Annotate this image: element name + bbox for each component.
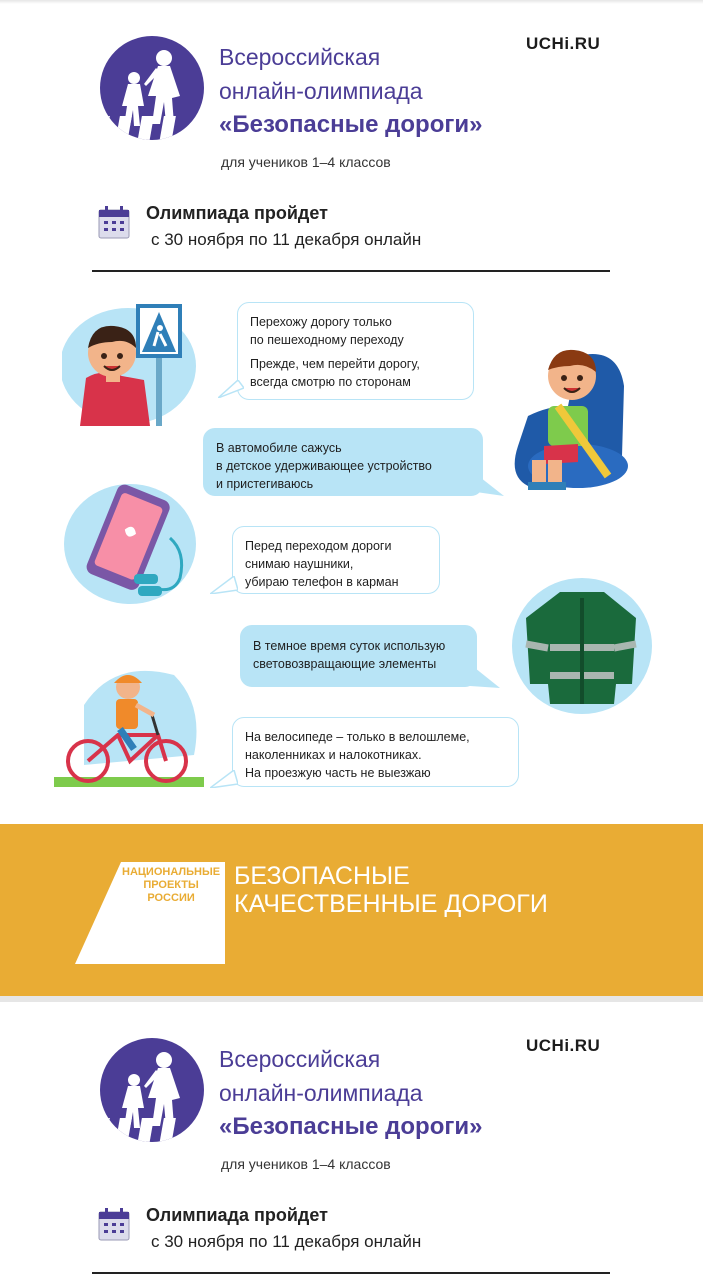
date-text: с 30 ноября по 11 декабря онлайн	[151, 1232, 422, 1251]
tip-1-line-3: Прежде, чем перейти дорогу,	[250, 357, 420, 371]
reflective-jacket-illustration	[510, 574, 655, 724]
tip-2-line-2: в детское удерживающее устройство	[216, 459, 432, 473]
tip-1-line-2: по пешеходному переходу	[250, 333, 404, 347]
date-title: Олимпиада пройдет	[146, 203, 328, 223]
tip-3-line-1: Перед переходом дороги	[245, 539, 392, 553]
banner-title-line-1: БЕЗОПАСНЫЕ	[234, 862, 410, 890]
grades-subtitle: для учеников 1–4 классов	[221, 154, 391, 170]
tip-5-line-2: наколенниках и налокотниках.	[245, 748, 422, 762]
tip-bubble-car-seat	[203, 428, 483, 496]
child-car-seat-illustration	[508, 336, 628, 496]
title-line-2: онлайн-олимпиада	[219, 78, 423, 104]
phone-headphones-illustration	[64, 482, 204, 612]
tip-5-line-1: На велосипеде – только в велошлеме,	[245, 730, 470, 744]
title-line-3: «Безопасные дороги»	[219, 111, 483, 138]
tip-5-line-3: На проезжую часть не выезжаю	[245, 766, 431, 780]
tip-1-line-1: Перехожу дорогу только	[250, 315, 392, 329]
boy-crosswalk-illustration	[62, 298, 202, 428]
tip-3-line-3: убираю телефон в карман	[245, 575, 399, 589]
tip-2-line-3: и пристегиваюсь	[216, 477, 314, 491]
divider	[92, 1272, 610, 1274]
bubble-tail	[210, 770, 238, 788]
title-line-3: «Безопасные дороги»	[219, 1113, 483, 1140]
date-title: Олимпиада пройдет	[146, 1205, 328, 1225]
grades-subtitle: для учеников 1–4 классов	[221, 1156, 391, 1172]
np-line-1: НАЦИОНАЛЬНЫЕ	[122, 866, 221, 878]
banner-title-line-2: КАЧЕСТВЕННЫЕ ДОРОГИ	[234, 890, 548, 918]
title-line-1: Всероссийская	[219, 1046, 381, 1072]
banner-title	[234, 862, 548, 918]
tip-bubble-reflective	[240, 625, 477, 687]
tip-3-line-2: снимаю наушники,	[245, 557, 354, 571]
pedestrians-icon	[100, 36, 204, 140]
uchi-logo: UCHi.RU	[526, 1036, 601, 1055]
olympiad-header	[0, 0, 703, 260]
calendar-icon	[97, 1206, 131, 1242]
tip-2-line-1: В автомобиле сажусь	[216, 441, 342, 455]
np-line-3: РОССИИ	[147, 892, 195, 904]
title-line-2: онлайн-олимпиада	[219, 1080, 423, 1106]
olympiad-logo	[100, 1038, 204, 1142]
tip-bubble-headphones	[232, 526, 440, 594]
bubble-tail	[476, 474, 504, 496]
olympiad-title	[219, 40, 482, 142]
girl-bicycle-illustration	[54, 665, 204, 790]
title-line-1: Всероссийская	[219, 44, 381, 70]
pedestrians-icon	[100, 1038, 204, 1142]
divider	[92, 270, 610, 272]
uchi-logo: UCHi.RU	[526, 34, 601, 53]
tip-4-line-1: В темное время суток использую	[253, 639, 446, 653]
tip-4-line-2: световозвращающие элементы	[253, 657, 437, 671]
tip-bubble-crosswalk	[237, 302, 474, 400]
date-text: с 30 ноября по 11 декабря онлайн	[151, 230, 422, 249]
tip-1-line-4: всегда смотрю по сторонам	[250, 375, 411, 389]
bubble-tail	[218, 380, 244, 398]
np-line-2: ПРОЕКТЫ	[143, 879, 199, 891]
bubble-tail	[470, 664, 500, 688]
olympiad-header-repeat	[0, 1002, 703, 1262]
bubble-tail	[210, 576, 238, 594]
national-projects-text	[122, 866, 220, 905]
tip-bubble-bicycle	[232, 717, 519, 787]
calendar-icon	[97, 204, 131, 240]
olympiad-logo	[100, 36, 204, 140]
olympiad-title	[219, 1042, 482, 1144]
